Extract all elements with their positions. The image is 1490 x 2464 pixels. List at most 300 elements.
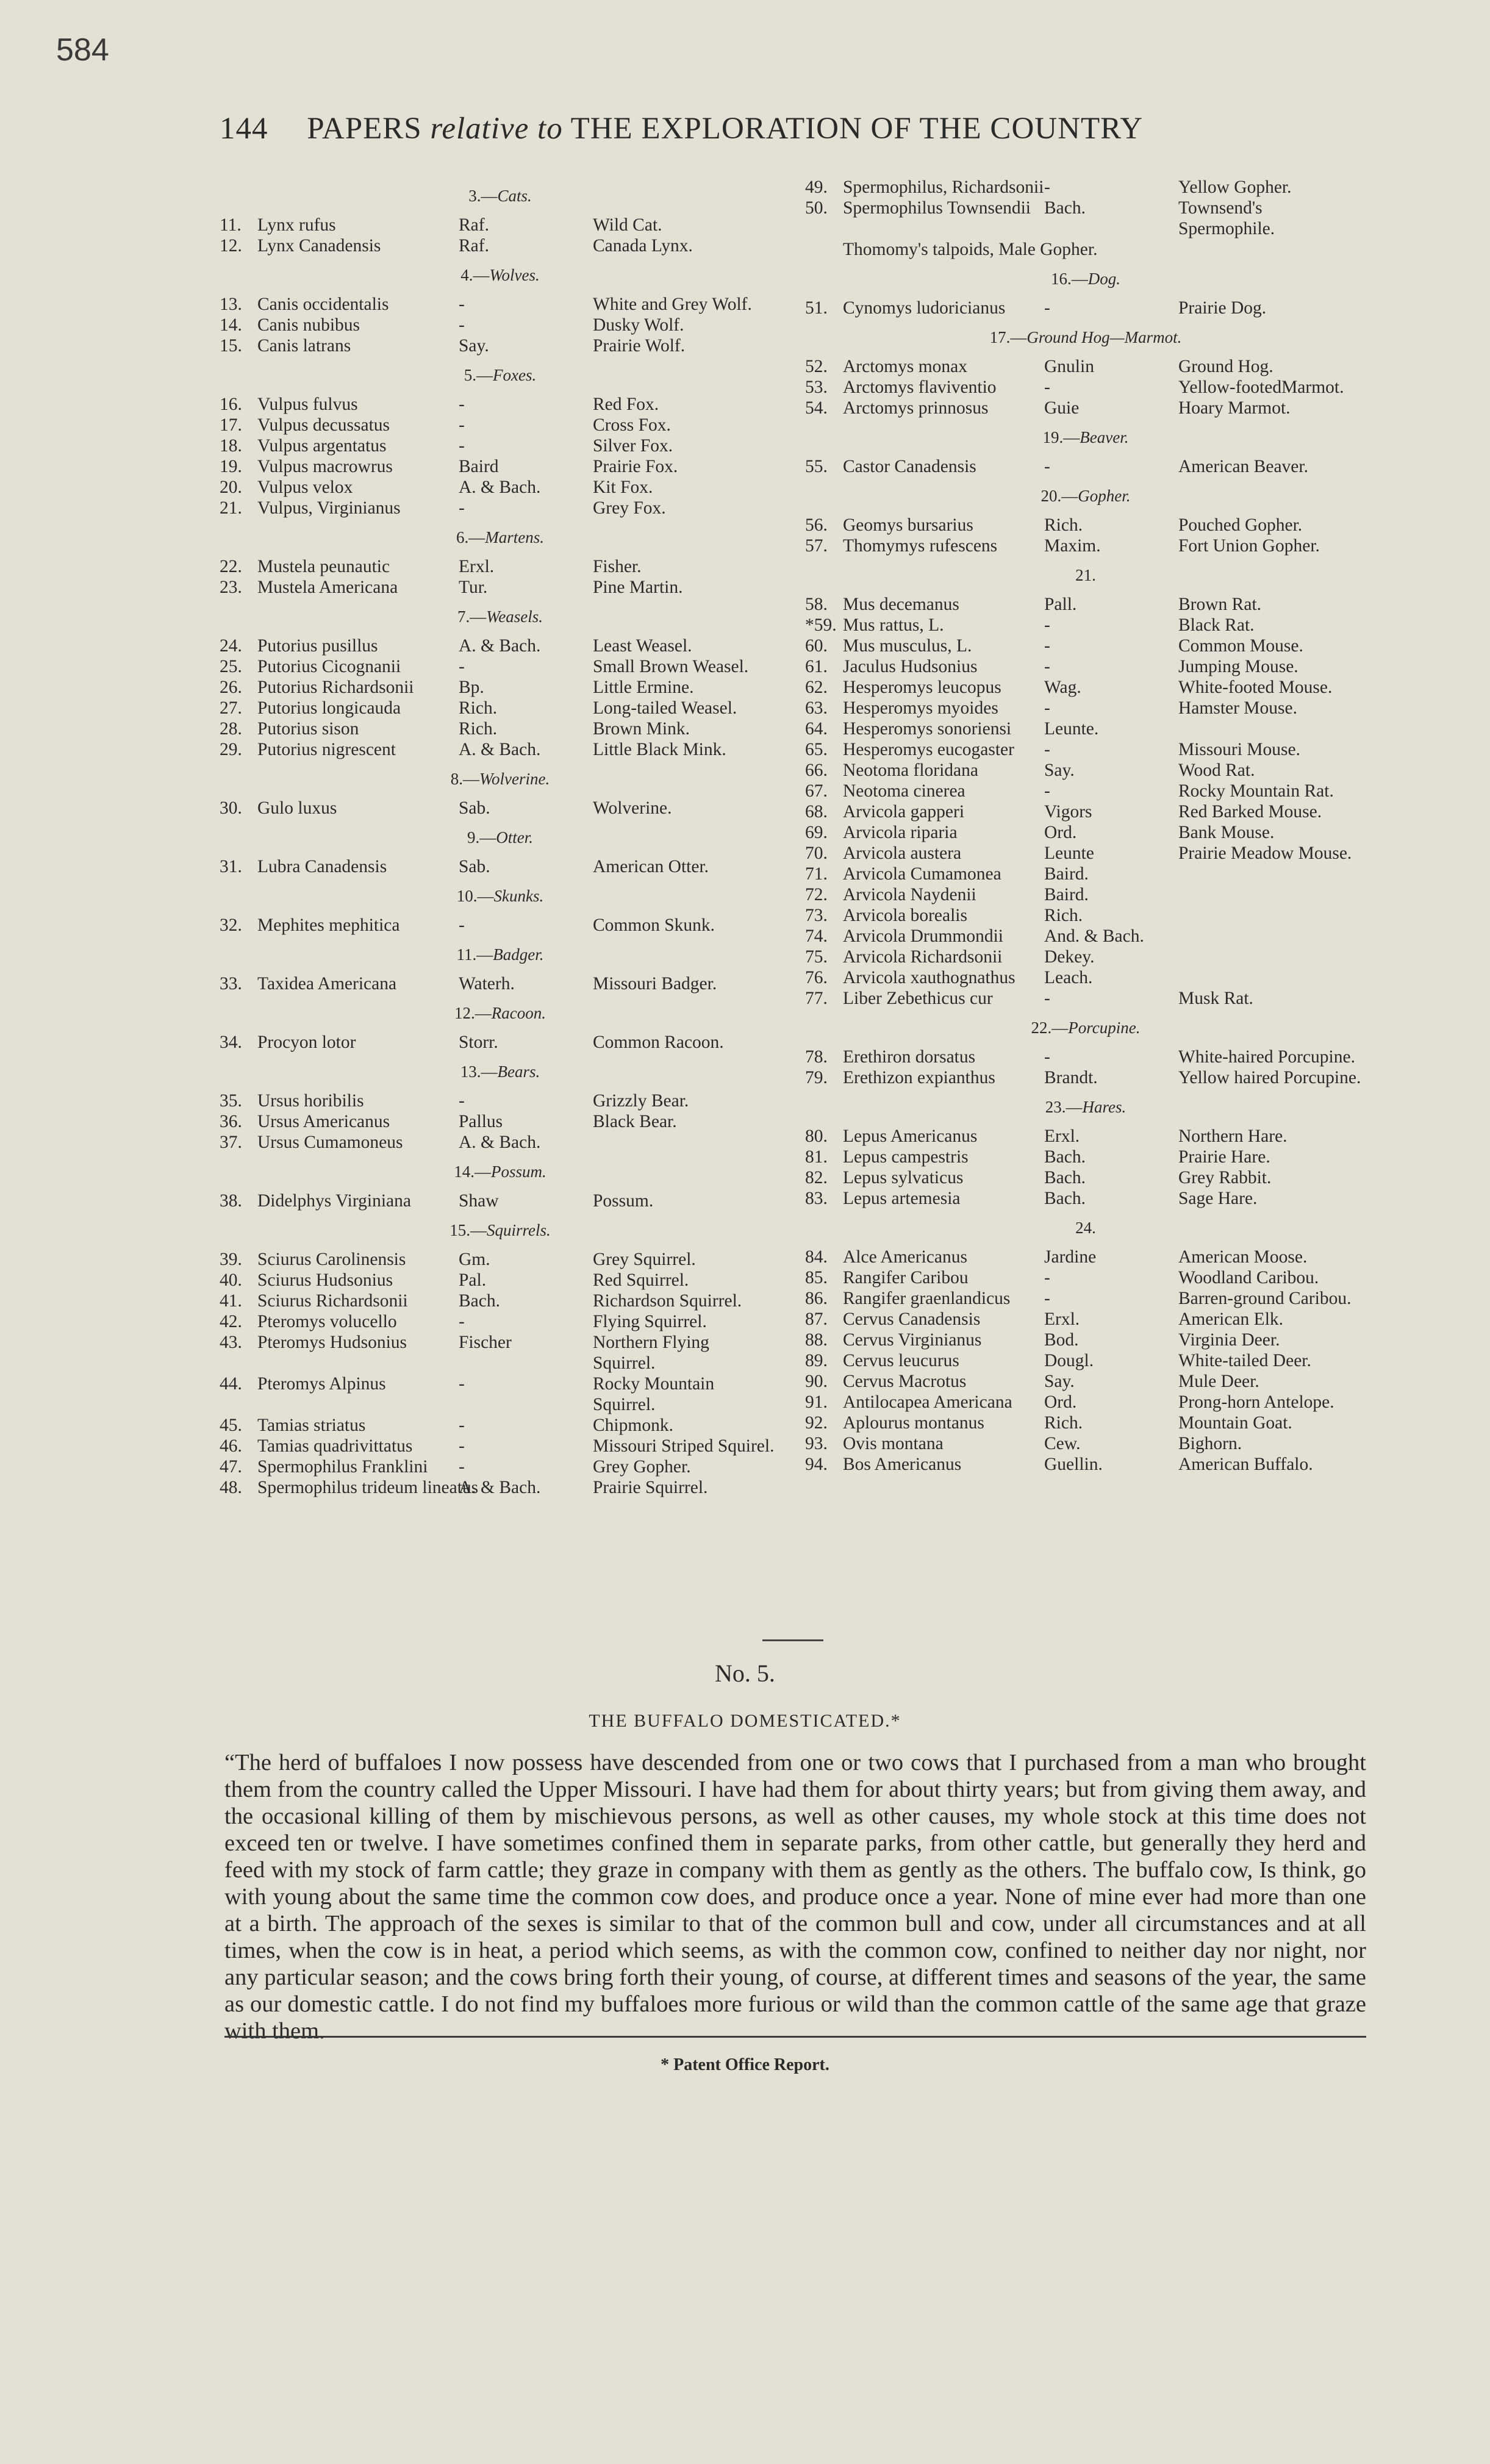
- species-latin-name: Jaculus Hudsonius: [843, 657, 978, 676]
- species-row: [805, 1126, 1366, 1147]
- species-latin-name: Neotoma floridana: [843, 761, 978, 780]
- species-number: 13.: [220, 295, 242, 314]
- species-latin-name: Mustela peunautic: [257, 557, 390, 576]
- species-authority: Rich.: [1044, 1413, 1083, 1433]
- section-heading-title: Bears.: [497, 1062, 540, 1081]
- species-authority: -: [1044, 1289, 1050, 1308]
- species-row: [220, 1091, 781, 1111]
- page-number: 584: [56, 32, 109, 68]
- species-row: [805, 1247, 1366, 1267]
- species-number: 63.: [805, 698, 828, 718]
- species-row: [220, 435, 781, 456]
- species-row: [805, 1371, 1366, 1392]
- section-heading-number: 4.—: [460, 266, 490, 284]
- species-number: 89.: [805, 1351, 828, 1370]
- species-row: [805, 739, 1366, 760]
- species-authority: Baird: [459, 457, 499, 476]
- species-number: 67.: [805, 781, 828, 801]
- section-heading-title: Hares.: [1082, 1098, 1126, 1116]
- species-number: 76.: [805, 968, 828, 987]
- species-common-name: Red Barked Mouse.: [1178, 802, 1322, 822]
- species-number: 52.: [805, 357, 828, 376]
- species-latin-name: Pteromys Hudsonius: [257, 1333, 407, 1352]
- species-row: [805, 1413, 1366, 1433]
- species-common-name: Jumping Mouse.: [1178, 657, 1298, 676]
- species-row: [805, 864, 1366, 884]
- species-common-name: White-footed Mouse.: [1178, 678, 1333, 697]
- species-latin-name: Ursus Americanus: [257, 1112, 390, 1131]
- species-number: 58.: [805, 595, 828, 614]
- species-authority: Guellin.: [1044, 1455, 1103, 1474]
- species-common-name: Black Rat.: [1178, 615, 1255, 635]
- species-latin-name: Mus decemanus: [843, 595, 959, 614]
- species-authority: Sab.: [459, 798, 490, 818]
- species-number: 49.: [805, 177, 828, 197]
- species-common-name: Virginia Deer.: [1178, 1330, 1280, 1350]
- section-heading-number: 16.—: [1051, 270, 1088, 288]
- species-row: [805, 801, 1366, 822]
- section-heading: [220, 527, 781, 548]
- species-row: [220, 477, 781, 498]
- species-common-name: Long-tailed Weasel.: [593, 698, 737, 718]
- species-latin-name: Ursus Cumamoneus: [257, 1133, 403, 1152]
- species-authority: -: [459, 315, 465, 335]
- species-latin-name: Mephites mephitica: [257, 915, 400, 935]
- species-row: [220, 856, 781, 877]
- species-number: 74.: [805, 926, 828, 946]
- species-common-name: Bank Mouse.: [1178, 823, 1275, 842]
- section-heading: [220, 827, 781, 848]
- species-number: 57.: [805, 536, 828, 556]
- species-authority: [1343, 239, 1477, 260]
- species-row: [805, 1433, 1366, 1454]
- species-number: 43.: [220, 1333, 242, 1352]
- species-common-name: Little Ermine.: [593, 678, 694, 697]
- species-latin-name: Arctomys prinnosus: [843, 398, 989, 418]
- section-heading: [220, 365, 781, 385]
- species-row: [805, 1350, 1366, 1371]
- section-heading-title: Foxes.: [493, 366, 537, 384]
- species-number: 42.: [220, 1312, 242, 1331]
- species-latin-name: Aplourus montanus: [843, 1413, 984, 1433]
- section-heading-title: Otter.: [496, 828, 533, 847]
- section-heading-title: Wolves.: [489, 266, 540, 284]
- species-latin-name: Putorius nigrescent: [257, 740, 396, 759]
- species-number: 30.: [220, 798, 242, 818]
- species-latin-name: Mus musculus, L.: [843, 636, 972, 656]
- species-common-name: Pouched Gopher.: [1178, 515, 1303, 535]
- species-row: [220, 577, 781, 598]
- section-heading-number: 17.—: [989, 328, 1027, 346]
- species-authority: Jardine: [1044, 1247, 1097, 1267]
- species-row: [220, 1191, 781, 1211]
- species-common-name: Grey Rabbit.: [1178, 1168, 1272, 1187]
- species-latin-name: Vulpus fulvus: [257, 395, 358, 414]
- species-authority: Raf.: [459, 236, 489, 256]
- species-authority: -: [1044, 378, 1050, 397]
- species-authority: A. & Bach.: [459, 636, 541, 656]
- species-row: [220, 973, 781, 994]
- species-latin-name: Arvicola riparia: [843, 823, 958, 842]
- species-number: 78.: [805, 1047, 828, 1067]
- species-number: 41.: [220, 1291, 242, 1311]
- section-heading-title: Cats.: [497, 187, 532, 205]
- species-latin-name: Vulpus velox: [257, 478, 353, 497]
- species-authority: Say.: [459, 336, 489, 356]
- species-common-name: American Beaver.: [1178, 457, 1308, 476]
- species-row: [805, 967, 1366, 988]
- species-number: 40.: [220, 1270, 242, 1290]
- article-body: “The herd of buffaloes I now possess have descended from one or two cows that I purchased from a man who brought them from the country called the Upper Missouri. I have had them for about thirty years; but from giving them away, and the occasional killing of them by mischievous persons, as well as other causes, my whole stock at this time does not exceed ten or twelve. I have sometimes confined them in separate parks, from other cattle, but generally they herd and feed with my stock of farm cattle; they graze in company with them as gently as the others. The buffalo cow, Is think, go with young about the same time the common cow does, and produce once a year. None of mine ever had more than one at a birth. The approach of the sexes is similar to that of the common bull and cow, under all circumstances and at all times, when the cow is in heat, a period which seems, as with the common cow, confined to neither day nor night, nor any particular season; and the cows bring forth their young, of course, at different times and seasons of the year, the same as our domestic cattle. I do not find my buffaloes more furious or wild than the common cattle of the same age that graze with them.: [224, 1750, 1366, 2044]
- species-row: [805, 1067, 1366, 1088]
- species-authority: -: [459, 1312, 465, 1331]
- species-number: 21.: [220, 498, 242, 518]
- species-authority: Rich.: [459, 719, 498, 739]
- species-authority: Vigors: [1044, 802, 1092, 822]
- species-row: [220, 1111, 781, 1132]
- species-number: 61.: [805, 657, 828, 676]
- species-common-name: White-haired Porcupine.: [1178, 1047, 1355, 1067]
- species-number: 51.: [805, 298, 828, 318]
- species-row: [805, 884, 1366, 905]
- species-number: 70.: [805, 843, 828, 863]
- species-row: [220, 636, 781, 656]
- species-latin-name: Canis nubibus: [257, 315, 360, 335]
- species-common-name: [1178, 884, 1361, 905]
- species-row: [220, 739, 781, 760]
- species-authority: -: [459, 436, 465, 456]
- species-latin-name: Bos Americanus: [843, 1455, 962, 1474]
- species-authority: Maxim.: [1044, 536, 1101, 556]
- section-heading-number: 7.—: [457, 607, 487, 626]
- species-number: 18.: [220, 436, 242, 456]
- running-head: [220, 111, 1281, 146]
- species-common-name: American Buffalo.: [1178, 1455, 1313, 1474]
- species-common-name: Common Mouse.: [1178, 636, 1303, 656]
- species-common-name: Yellow-footedMarmot.: [1178, 378, 1344, 397]
- species-common-name: White-tailed Deer.: [1178, 1351, 1311, 1370]
- species-common-name: Common Skunk.: [593, 915, 715, 935]
- species-common-name: Barren-ground Caribou.: [1178, 1289, 1352, 1308]
- section-heading: [220, 606, 781, 627]
- species-common-name: Grizzly Bear.: [593, 1091, 689, 1111]
- section-heading: [805, 427, 1366, 448]
- species-latin-name: Putorius longicauda: [257, 698, 401, 718]
- running-head-part1: PAPERS: [307, 112, 422, 146]
- species-authority: Rich.: [1044, 906, 1083, 925]
- species-authority: Pallus: [459, 1112, 503, 1131]
- species-latin-name: Arctomys monax: [843, 357, 968, 376]
- species-authority: Gnulin: [1044, 357, 1094, 376]
- species-authority: Leach.: [1044, 968, 1093, 987]
- section-heading-number: 23.—: [1045, 1098, 1083, 1116]
- species-row: [220, 718, 781, 739]
- species-authority: Erxl.: [459, 557, 495, 576]
- species-number: 83.: [805, 1189, 828, 1208]
- species-authority: Leunte: [1044, 843, 1094, 863]
- species-authority: -: [1044, 698, 1050, 718]
- species-number: 55.: [805, 457, 828, 476]
- species-authority: Shaw: [459, 1191, 499, 1211]
- species-number: 47.: [220, 1457, 242, 1477]
- species-number: 39.: [220, 1250, 242, 1269]
- species-common-name: Northern Hare.: [1178, 1126, 1288, 1146]
- species-number: 91.: [805, 1392, 828, 1412]
- species-latin-name: Neotoma cinerea: [843, 781, 965, 801]
- species-number: 37.: [220, 1133, 242, 1152]
- species-authority: Guie: [1044, 398, 1080, 418]
- section-heading-title: Gopher.: [1078, 487, 1131, 505]
- species-common-name: Canada Lynx.: [593, 236, 693, 256]
- species-row: [805, 760, 1366, 781]
- species-number: 85.: [805, 1268, 828, 1288]
- species-common-name: Mule Deer.: [1178, 1372, 1259, 1391]
- species-common-name: American Elk.: [1178, 1309, 1284, 1329]
- species-authority: -: [459, 415, 465, 435]
- section-heading-title: Racoon.: [491, 1004, 546, 1022]
- species-authority: Tur.: [459, 578, 488, 597]
- species-number: 33.: [220, 974, 242, 994]
- species-number: 36.: [220, 1112, 242, 1131]
- species-authority: -: [1044, 1047, 1050, 1067]
- species-row: [805, 615, 1366, 636]
- species-common-name: Prairie Dog.: [1178, 298, 1267, 318]
- species-row: [805, 988, 1366, 1009]
- species-number: 88.: [805, 1330, 828, 1350]
- species-list-right: [805, 177, 1366, 1475]
- species-latin-name: Hesperomys sonoriensi: [843, 719, 1012, 739]
- species-number: 60.: [805, 636, 828, 656]
- species-latin-name: Lynx rufus: [257, 215, 336, 235]
- running-head-part3: THE EXPLORATION OF THE COUNTRY: [570, 112, 1144, 146]
- section-heading-number: 11.—: [456, 945, 493, 964]
- species-row: [220, 1477, 781, 1498]
- species-row: [805, 298, 1366, 318]
- section-heading-title: Badger.: [493, 945, 544, 964]
- species-row: [805, 456, 1366, 477]
- species-latin-name: Thomymys rufescens: [843, 536, 998, 556]
- section-heading: [220, 185, 781, 206]
- section-heading: [220, 1161, 781, 1182]
- species-latin-name: Vulpus decussatus: [257, 415, 390, 435]
- section-heading: [805, 1217, 1366, 1238]
- species-authority: Bach.: [1044, 1168, 1086, 1187]
- species-row: [805, 177, 1366, 198]
- section-heading-number: 21.: [1075, 566, 1096, 584]
- species-latin-name: Cervus Macrotus: [843, 1372, 967, 1391]
- species-list-left: [220, 177, 781, 1498]
- species-row: [220, 1436, 781, 1456]
- species-row: [220, 677, 781, 698]
- species-latin-name: Castor Canadensis: [843, 457, 976, 476]
- species-authority: Dekey.: [1044, 947, 1095, 967]
- species-latin-name: Ursus horibilis: [257, 1091, 364, 1111]
- species-authority: -: [1044, 740, 1050, 759]
- species-authority: Erxl.: [1044, 1126, 1080, 1146]
- species-number: 24.: [220, 636, 242, 656]
- species-number: 25.: [220, 657, 242, 676]
- species-latin-name: Tamias quadrivittatus: [257, 1436, 413, 1456]
- section-heading: [220, 265, 781, 285]
- species-number: 86.: [805, 1289, 828, 1308]
- species-row: [220, 1415, 781, 1436]
- species-number: 38.: [220, 1191, 242, 1211]
- species-common-name: Prong-horn Antelope.: [1178, 1392, 1334, 1412]
- species-common-name: Red Squirrel.: [593, 1270, 689, 1290]
- species-common-name: Fort Union Gopher.: [1178, 536, 1320, 556]
- section-heading-number: 9.—: [467, 828, 496, 847]
- article-number: No. 5.: [715, 1660, 775, 1687]
- section-heading-number: 8.—: [450, 770, 479, 788]
- species-common-name: Rocky Mountain Squirrel.: [593, 1374, 715, 1414]
- species-latin-name: Lubra Canadensis: [257, 857, 387, 876]
- section-heading: [220, 886, 781, 906]
- species-number: 72.: [805, 885, 828, 904]
- species-authority: Dougl.: [1044, 1351, 1094, 1370]
- section-heading-title: Ground Hog—Marmot.: [1026, 328, 1182, 346]
- section-heading: [805, 1017, 1366, 1038]
- species-row: [220, 1249, 781, 1270]
- section-heading: [805, 565, 1366, 586]
- species-authority: Baird.: [1044, 885, 1089, 904]
- species-latin-name: Putorius Richardsonii: [257, 678, 414, 697]
- species-number: 23.: [220, 578, 242, 597]
- species-authority: -: [1044, 298, 1050, 318]
- species-latin-name: Alce Americanus: [843, 1247, 967, 1267]
- species-number: 69.: [805, 823, 828, 842]
- section-heading-number: 20.—: [1040, 487, 1078, 505]
- species-number: 22.: [220, 557, 242, 576]
- species-common-name: Black Bear.: [593, 1112, 677, 1131]
- species-number: 94.: [805, 1455, 828, 1474]
- species-latin-name: Rangifer Caribou: [843, 1268, 969, 1288]
- species-latin-name: Arvicola xauthognathus: [843, 968, 1015, 987]
- species-latin-name: Didelphys Virginiana: [257, 1191, 411, 1211]
- species-row: [805, 198, 1366, 239]
- species-number: 12.: [220, 236, 242, 256]
- species-latin-name: Cynomys ludoricianus: [843, 298, 1006, 318]
- species-number: 62.: [805, 678, 828, 697]
- species-common-name: Hamster Mouse.: [1178, 698, 1297, 718]
- species-number: 44.: [220, 1374, 242, 1394]
- species-row: [220, 294, 781, 315]
- species-latin-name: Canis occidentalis: [257, 295, 389, 314]
- species-number: 87.: [805, 1309, 828, 1329]
- species-row: [805, 377, 1366, 398]
- species-latin-name: Vulpus argentatus: [257, 436, 387, 456]
- species-row: [805, 398, 1366, 418]
- species-latin-name: Gulo luxus: [257, 798, 337, 818]
- species-common-name: Prairie Meadow Mouse.: [1178, 843, 1352, 863]
- species-latin-name: Arvicola Richardsonii: [843, 947, 1003, 967]
- species-row: [805, 1267, 1366, 1288]
- species-number: 17.: [220, 415, 242, 435]
- species-row: [220, 798, 781, 818]
- section-heading: [220, 768, 781, 789]
- species-common-name: American Otter.: [593, 857, 709, 876]
- species-row: [805, 239, 1366, 260]
- species-common-name: [1178, 926, 1361, 947]
- species-common-name: [593, 1132, 776, 1153]
- species-number: 50.: [805, 198, 828, 218]
- species-common-name: Bighorn.: [1178, 1434, 1242, 1453]
- species-common-name: Wood Rat.: [1178, 761, 1255, 780]
- species-common-name: Brown Rat.: [1178, 595, 1262, 614]
- species-number: 81.: [805, 1147, 828, 1167]
- species-number: 26.: [220, 678, 242, 697]
- species-authority: Raf.: [459, 215, 489, 235]
- species-common-name: Red Fox.: [593, 395, 659, 414]
- species-latin-name: Lepus sylvaticus: [843, 1168, 964, 1187]
- species-row: [805, 1147, 1366, 1167]
- section-heading-title: Weasels.: [486, 607, 543, 626]
- species-row: [220, 1270, 781, 1291]
- species-number: 27.: [220, 698, 242, 718]
- species-latin-name: Spermophilus, Richardsonii: [843, 177, 1044, 197]
- species-authority: Waterh.: [459, 974, 515, 994]
- species-number: 20.: [220, 478, 242, 497]
- species-row: [805, 636, 1366, 656]
- species-authority: Ord.: [1044, 1392, 1077, 1412]
- section-heading-number: 24.: [1075, 1219, 1096, 1237]
- species-common-name: Mountain Goat.: [1178, 1413, 1292, 1433]
- species-authority: -: [1044, 657, 1050, 676]
- species-authority: Gm.: [459, 1250, 490, 1269]
- species-authority: -: [459, 1457, 465, 1477]
- species-row: [220, 1373, 781, 1415]
- species-authority: -: [459, 1436, 465, 1456]
- species-latin-name: Thomomy's talpoids, Male Gopher.: [843, 240, 1098, 259]
- species-common-name: Pine Martin.: [593, 578, 683, 597]
- species-authority: -: [459, 1416, 465, 1435]
- species-row: [805, 843, 1366, 864]
- species-latin-name: Lepus Americanus: [843, 1126, 978, 1146]
- species-common-name: Grey Fox.: [593, 498, 666, 518]
- species-common-name: Yellow haired Porcupine.: [1178, 1068, 1361, 1087]
- species-authority: Erxl.: [1044, 1309, 1080, 1329]
- species-latin-name: Hesperomys myoides: [843, 698, 998, 718]
- species-number: 28.: [220, 719, 242, 739]
- species-row: [805, 1188, 1366, 1209]
- species-latin-name: Mus rattus, L.: [843, 615, 944, 635]
- species-number: 90.: [805, 1372, 828, 1391]
- species-latin-name: Sciurus Carolinensis: [257, 1250, 406, 1269]
- species-row: [805, 822, 1366, 843]
- species-authority: Cew.: [1044, 1434, 1081, 1453]
- species-row: [805, 1454, 1366, 1475]
- species-number: [805, 239, 843, 260]
- section-heading: [805, 1097, 1366, 1117]
- section-heading-number: 15.—: [450, 1221, 487, 1239]
- species-latin-name: Taxidea Americana: [257, 974, 397, 994]
- species-common-name: Prairie Hare.: [1178, 1147, 1270, 1167]
- species-row: [805, 356, 1366, 377]
- species-common-name: Richardson Squirrel.: [593, 1291, 742, 1311]
- section-heading-title: Martens.: [485, 528, 544, 546]
- species-common-name: Prairie Wolf.: [593, 336, 686, 356]
- species-common-name: Sage Hare.: [1178, 1189, 1258, 1208]
- species-authority: A. & Bach.: [459, 478, 541, 497]
- running-head-part2: relative to: [430, 112, 563, 146]
- species-row: [220, 1456, 781, 1477]
- section-heading-number: 10.—: [456, 887, 494, 905]
- species-latin-name: Putorius pusillus: [257, 636, 378, 656]
- species-latin-name: Arvicola Naydenii: [843, 885, 976, 904]
- species-number: 93.: [805, 1434, 828, 1453]
- species-common-name: Missouri Badger.: [593, 974, 717, 994]
- species-common-name: Wild Cat.: [593, 215, 662, 235]
- species-authority: Rich.: [1044, 515, 1083, 535]
